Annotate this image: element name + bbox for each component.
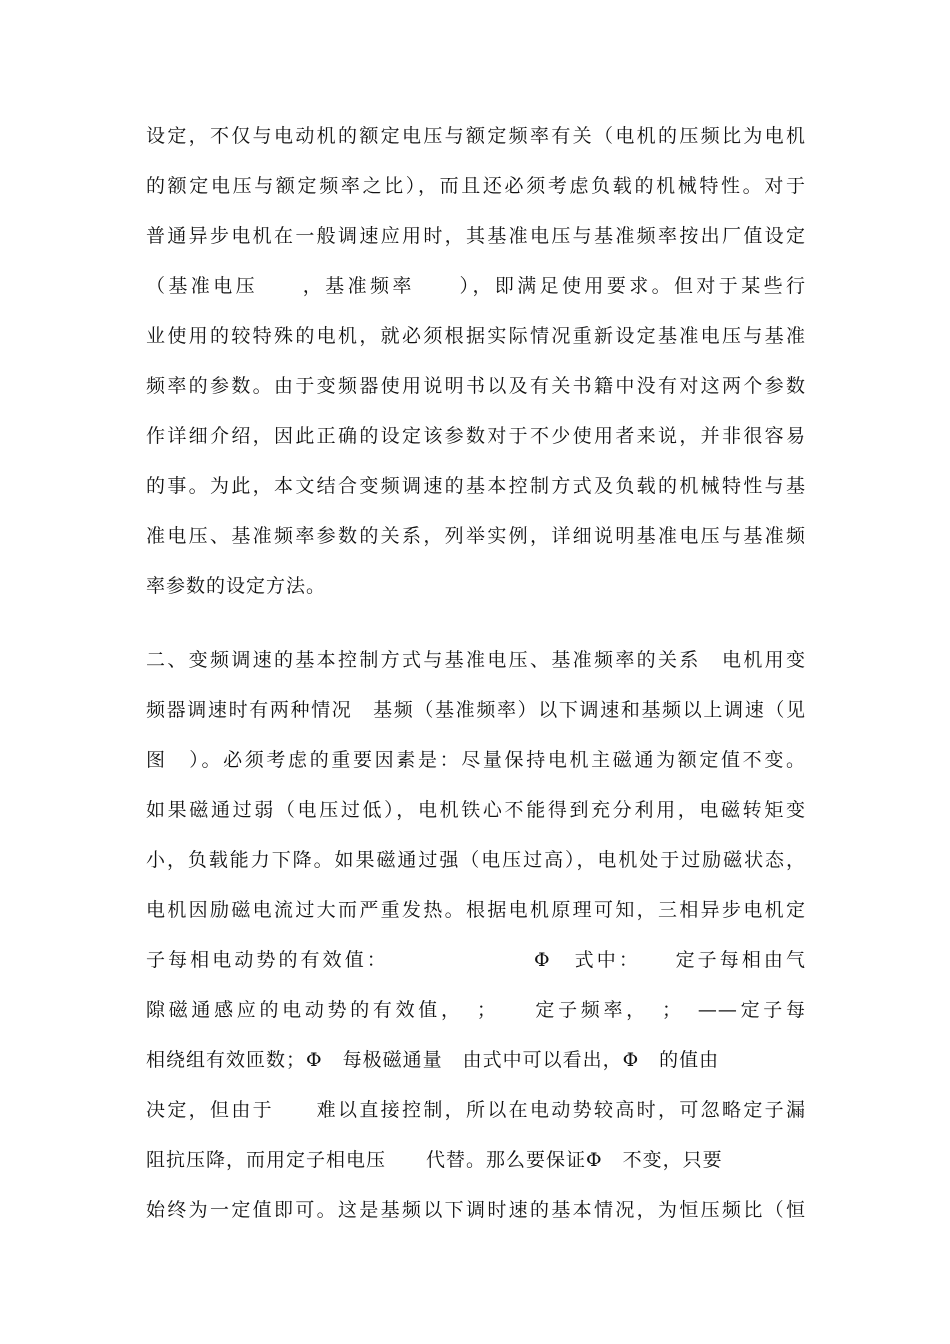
text-line: 决定，但由于 难以直接控制，所以在电动势较高时，可忽略定子漏 xyxy=(146,1099,806,1121)
text-line: 的额定电压与额定频率之比），而且还必须考虑负载的机械特性。对于 xyxy=(146,175,806,197)
text-line: 隙磁通感应的电动势的有效值， ； 定子频率， ； ——定子每 xyxy=(146,999,806,1021)
text-line: 电机因励磁电流过大而严重发热。根据电机原理可知，三相异步电机定 xyxy=(146,899,806,921)
text-line: 阻抗压降，而用定子相电压 代替。那么要保证Φ 不变，只要 xyxy=(146,1149,723,1171)
text-line: 设定，不仅与电动机的额定电压与额定频率有关（电机的压频比为电机 xyxy=(146,125,806,147)
text-line: 图 ）。必须考虑的重要因素是：尽量保持电机主磁通为额定值不变。 xyxy=(146,749,806,771)
text-line: 作详细介绍，因此正确的设定该参数对于不少使用者来说，并非很容易 xyxy=(146,425,806,447)
text-line: 率参数的设定方法。 xyxy=(146,575,327,597)
text-line: 子每相电动势的有效值： Φ 式中： 定子每相由气 xyxy=(146,949,806,971)
text-line: 准电压、基准频率参数的关系，列举实例，详细说明基准电压与基准频 xyxy=(146,525,806,547)
section-heading-line: 二、变频调速的基本控制方式与基准电压、基准频率的关系 电机用变 xyxy=(146,649,806,671)
text-line: （基准电压 ，基准频率 ），即满足使用要求。但对于某些行 xyxy=(146,275,806,297)
text-line: 小，负载能力下降。如果磁通过强（电压过高），电机处于过励磁状态， xyxy=(146,849,806,871)
text-line: 普通异步电机在一般调速应用时，其基准电压与基准频率按出厂值设定 xyxy=(146,225,806,247)
text-line: 频器调速时有两种情况 基频（基准频率）以下调速和基频以上调速（见 xyxy=(146,699,806,721)
text-line: 始终为一定值即可。这是基频以下调时速的基本情况，为恒压频比（恒 xyxy=(146,1199,806,1221)
text-line: 频率的参数。由于变频器使用说明书以及有关书籍中没有对这两个参数 xyxy=(146,375,806,397)
text-line: 的事。为此，本文结合变频调速的基本控制方式及负载的机械特性与基 xyxy=(146,475,806,497)
text-line: 相绕组有效匝数；Φ 每极磁通量 由式中可以看出，Φ 的值由 xyxy=(146,1049,720,1071)
text-line: 业使用的较特殊的电机，就必须根据实际情况重新设定基准电压与基准 xyxy=(146,325,806,347)
text-line: 如果磁通过弱（电压过低），电机铁心不能得到充分利用，电磁转矩变 xyxy=(146,799,806,821)
